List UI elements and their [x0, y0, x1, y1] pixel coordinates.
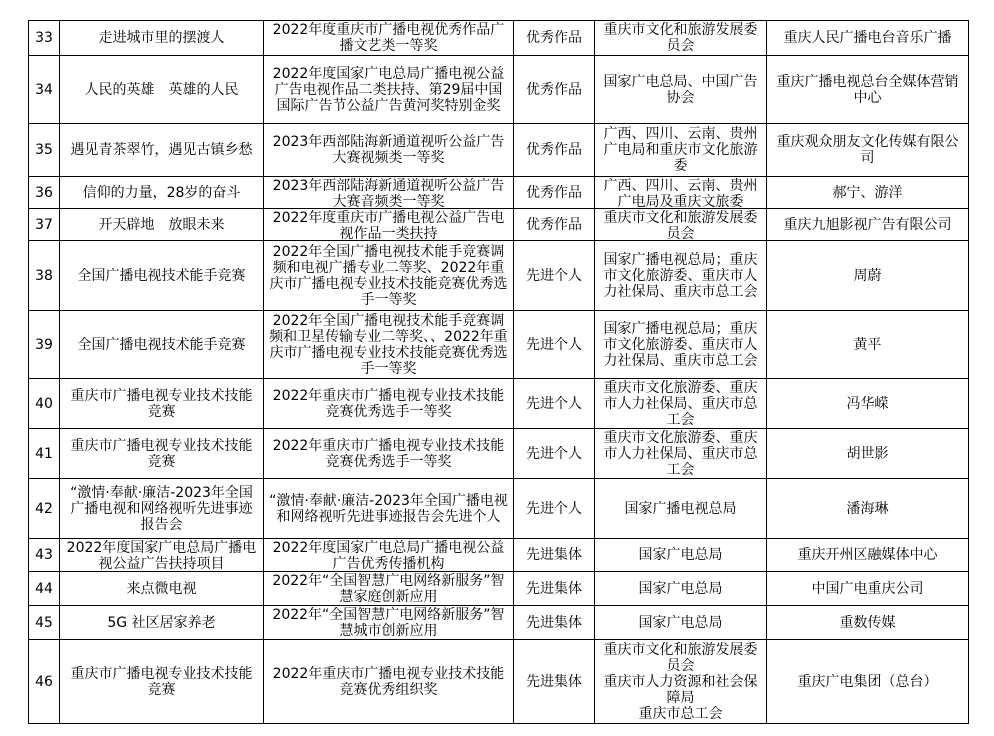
issuer-cell-text: 国家广电总局 — [638, 547, 723, 563]
recipient-cell-text: 冯华嵘 — [846, 395, 889, 412]
award-cell-text: 2022年重庆市广播电视专业技术技能竞赛优秀组织奖 — [272, 665, 505, 698]
row-number-cell-text: 38 — [35, 267, 53, 284]
issuer-cell-text: 国家广电总局、中国广告协会 — [603, 73, 758, 106]
category-cell — [514, 479, 595, 539]
category-cell-text: 先进个人 — [526, 445, 582, 462]
awards-table-body — [29, 21, 969, 724]
table-row — [29, 572, 969, 606]
category-cell-text: 先进集体 — [526, 614, 582, 631]
item-title-cell-text: 信仰的力量，28岁的奋斗 — [82, 184, 241, 201]
table-row — [29, 56, 969, 124]
issuer-cell — [595, 21, 767, 56]
issuer-cell — [595, 124, 767, 177]
issuer-cell — [595, 209, 767, 241]
row-number-cell — [29, 177, 60, 209]
row-number-cell-text: 46 — [35, 673, 53, 690]
award-cell-text: “激情·奉献·廉洁-2023年全国广播电视和网络视听先进事迹报告会先进个人 — [269, 492, 508, 525]
issuer-cell — [595, 606, 767, 640]
recipient-cell-text: 重庆广播电视总台全媒体营销中心 — [776, 73, 959, 106]
recipient-cell — [767, 177, 969, 209]
recipient-cell-text: 重庆观众朋友文化传媒有限公司 — [776, 134, 959, 166]
row-number-cell — [29, 539, 60, 572]
recipient-cell — [767, 479, 969, 539]
category-cell-text: 优秀作品 — [526, 81, 582, 98]
item-title-cell-text: 走进城市里的摆渡人 — [98, 30, 225, 46]
award-cell-text: 2022年“全国智慧广电网络新服务”智慧城市创新应用 — [272, 606, 505, 639]
table-row — [29, 606, 969, 640]
category-cell — [514, 311, 595, 379]
table-row — [29, 379, 969, 429]
recipient-cell-text: 郝宁、游洋 — [832, 184, 903, 201]
issuer-cell — [595, 640, 767, 724]
recipient-cell-text: 潘海琳 — [846, 500, 889, 517]
category-cell — [514, 241, 595, 311]
award-cell — [264, 479, 514, 539]
row-number-cell-text: 35 — [35, 142, 53, 158]
item-title-cell — [60, 539, 264, 572]
item-title-cell-text: 2022年度国家广电总局广播电视公益广告扶持项目 — [66, 539, 257, 571]
row-number-cell — [29, 606, 60, 640]
award-cell-text: 2023年西部陆海新通道视听公益广告大赛音频类一等奖 — [272, 177, 505, 208]
recipient-cell-text: 胡世影 — [846, 445, 889, 462]
award-cell-text: 2022年度重庆市广播电视优秀作品广播文艺类一等奖 — [272, 22, 505, 54]
category-cell-text: 优秀作品 — [526, 30, 582, 46]
award-cell-text: 2022年度国家广电总局广播电视公益广告电视作品二类扶持、第29届中国国际广告节公益广告黄河奖特别金奖 — [272, 65, 505, 114]
issuer-cell-text: 国家广播电视总局；重庆市文化旅游委、重庆市人力社保局、重庆市总工会 — [603, 320, 758, 369]
table-row — [29, 209, 969, 241]
category-cell — [514, 21, 595, 56]
issuer-cell — [595, 379, 767, 429]
recipient-cell — [767, 539, 969, 572]
row-number-cell — [29, 21, 60, 56]
row-number-cell — [29, 379, 60, 429]
award-cell-text: 2023年西部陆海新通道视听公益广告大赛视频类一等奖 — [272, 134, 505, 166]
table-row — [29, 177, 969, 209]
table-row — [29, 429, 969, 479]
category-cell-text: 优秀作品 — [526, 184, 582, 201]
item-title-cell — [60, 21, 264, 56]
award-cell — [264, 241, 514, 311]
item-title-cell — [60, 56, 264, 124]
award-cell — [264, 124, 514, 177]
recipient-cell — [767, 640, 969, 724]
issuer-cell-text: 国家广电总局 — [638, 614, 723, 631]
row-number-cell-text: 45 — [35, 614, 53, 631]
recipient-cell-text: 重庆开州区融媒体中心 — [797, 547, 938, 563]
item-title-cell — [60, 311, 264, 379]
award-cell — [264, 56, 514, 124]
item-title-cell — [60, 124, 264, 177]
category-cell — [514, 429, 595, 479]
award-cell — [264, 640, 514, 724]
item-title-cell-text: 重庆市广播电视专业技术技能竞赛 — [70, 665, 253, 698]
issuer-cell — [595, 177, 767, 209]
item-title-cell — [60, 241, 264, 311]
recipient-cell — [767, 21, 969, 56]
category-cell — [514, 640, 595, 724]
item-title-cell-text: 人民的英雄 英雄的人民 — [84, 81, 239, 98]
row-number-cell — [29, 640, 60, 724]
issuer-cell-text: 重庆市文化旅游委、重庆市人力社保局、重庆市总工会 — [603, 379, 758, 428]
recipient-cell — [767, 311, 969, 379]
item-title-cell-text: “激情·奉献·廉洁-2023年全国广播电视和网络视听先进事迹报告会 — [70, 484, 253, 533]
issuer-cell — [595, 56, 767, 124]
item-title-cell — [60, 572, 264, 606]
row-number-cell — [29, 311, 60, 379]
table-row — [29, 21, 969, 56]
table-row — [29, 311, 969, 379]
category-cell-text: 先进个人 — [526, 395, 582, 412]
recipient-cell — [767, 209, 969, 241]
category-cell — [514, 606, 595, 640]
category-cell-text: 先进集体 — [526, 580, 582, 597]
award-cell-text: 2022年“全国智慧广电网络新服务”智慧家庭创新应用 — [272, 572, 505, 605]
award-cell — [264, 429, 514, 479]
item-title-cell — [60, 479, 264, 539]
row-number-cell-text: 42 — [35, 500, 53, 517]
recipient-cell-text: 中国广电重庆公司 — [811, 580, 924, 597]
award-cell-text: 2022年全国广播电视技术能手竞赛调频和电视广播专业二等奖、2022年重庆市广播电视专业技术技能竞赛优秀选手一等奖 — [269, 243, 508, 308]
issuer-cell-text: 重庆市文化和旅游发展委员会 — [603, 209, 758, 240]
award-cell — [264, 209, 514, 241]
item-title-cell-text: 全国广播电视技术能手竞赛 — [77, 336, 246, 353]
item-title-cell-text: 遇见青茶翠竹，遇见古镇乡愁 — [70, 142, 253, 158]
item-title-cell-text: 全国广播电视技术能手竞赛 — [77, 267, 246, 284]
item-title-cell-text: 来点微电视 — [126, 580, 197, 597]
category-cell — [514, 124, 595, 177]
category-cell-text: 先进个人 — [526, 500, 582, 517]
issuer-cell-text: 广西、四川、云南、贵州广电局和重庆市文化旅游委 — [603, 126, 758, 174]
row-number-cell-text: 34 — [35, 81, 53, 98]
issuer-cell-text: 国家广播电视总局 — [624, 500, 737, 517]
row-number-cell-text: 39 — [35, 336, 53, 353]
issuer-cell-text: 重庆市文化旅游委、重庆市人力社保局、重庆市总工会 — [603, 429, 758, 478]
issuer-cell-text: 广西、四川、云南、贵州广电局及重庆文旅委 — [603, 177, 758, 208]
row-number-cell — [29, 572, 60, 606]
issuer-cell-text: 重庆市文化和旅游发展委员会 重庆市人力资源和社会保障局 重庆市总工会 — [603, 641, 758, 722]
recipient-cell — [767, 56, 969, 124]
issuer-cell — [595, 572, 767, 606]
row-number-cell — [29, 241, 60, 311]
recipient-cell — [767, 124, 969, 177]
issuer-cell — [595, 429, 767, 479]
award-cell-text: 2022年度重庆市广播电视公益广告电视作品一类扶持 — [272, 209, 505, 240]
row-number-cell-text: 33 — [35, 30, 53, 46]
award-cell-text: 2022年全国广播电视技术能手竞赛调频和卫星传输专业二等奖、、2022年重庆市广播电视专业技术技能竞赛优秀选手一等奖 — [269, 312, 508, 377]
recipient-cell-text: 重庆人民广播电台音乐广播 — [783, 30, 952, 46]
recipient-cell-text: 重庆广电集团（总台） — [797, 673, 938, 690]
award-cell-text: 2022年度国家广电总局广播电视公益广告优秀传播机构 — [272, 539, 505, 571]
issuer-cell — [595, 539, 767, 572]
row-number-cell — [29, 56, 60, 124]
item-title-cell-text: 5G 社区居家养老 — [107, 614, 216, 631]
category-cell — [514, 572, 595, 606]
category-cell-text: 先进集体 — [526, 673, 582, 690]
table-row — [29, 241, 969, 311]
row-number-cell-text: 41 — [35, 445, 53, 462]
recipient-cell-text: 周蔚 — [853, 267, 882, 284]
row-number-cell-text: 36 — [35, 184, 53, 201]
category-cell — [514, 539, 595, 572]
award-cell — [264, 379, 514, 429]
category-cell-text: 先进个人 — [526, 267, 582, 284]
recipient-cell-text: 重数传媒 — [839, 614, 896, 631]
award-cell — [264, 311, 514, 379]
award-cell — [264, 572, 514, 606]
recipient-cell — [767, 572, 969, 606]
award-cell-text: 2022年重庆市广播电视专业技术技能竞赛优秀选手一等奖 — [272, 387, 505, 420]
category-cell-text: 优秀作品 — [526, 216, 582, 233]
item-title-cell — [60, 640, 264, 724]
item-title-cell — [60, 209, 264, 241]
row-number-cell-text: 37 — [35, 216, 53, 233]
item-title-cell-text: 重庆市广播电视专业技术技能竞赛 — [70, 387, 253, 420]
issuer-cell-text: 国家广播电视总局；重庆市文化旅游委、重庆市人力社保局、重庆市总工会 — [603, 251, 758, 300]
award-cell — [264, 539, 514, 572]
issuer-cell-text: 国家广电总局 — [638, 580, 723, 597]
row-number-cell — [29, 209, 60, 241]
item-title-cell-text: 开天辟地 放眼未来 — [98, 216, 225, 233]
category-cell-text: 先进个人 — [526, 336, 582, 353]
item-title-cell — [60, 177, 264, 209]
table-row — [29, 640, 969, 724]
row-number-cell — [29, 429, 60, 479]
table-row — [29, 539, 969, 572]
table-row — [29, 124, 969, 177]
recipient-cell-text: 黄平 — [853, 336, 882, 353]
category-cell — [514, 56, 595, 124]
recipient-cell — [767, 241, 969, 311]
row-number-cell-text: 40 — [35, 395, 53, 412]
category-cell — [514, 379, 595, 429]
issuer-cell-text: 重庆市文化和旅游发展委员会 — [603, 22, 758, 54]
category-cell-text: 优秀作品 — [526, 142, 582, 158]
recipient-cell — [767, 429, 969, 479]
award-cell — [264, 177, 514, 209]
recipient-cell-text: 重庆九旭影视广告有限公司 — [783, 216, 952, 233]
awards-table — [28, 20, 969, 724]
row-number-cell — [29, 479, 60, 539]
table-row — [29, 479, 969, 539]
award-cell-text: 2022年重庆市广播电视专业技术技能竞赛优秀选手一等奖 — [272, 437, 505, 470]
item-title-cell-text: 重庆市广播电视专业技术技能竞赛 — [70, 437, 253, 470]
issuer-cell — [595, 311, 767, 379]
item-title-cell — [60, 606, 264, 640]
issuer-cell — [595, 241, 767, 311]
category-cell — [514, 209, 595, 241]
category-cell — [514, 177, 595, 209]
category-cell-text: 先进集体 — [526, 547, 582, 563]
row-number-cell-text: 44 — [35, 580, 53, 597]
item-title-cell — [60, 429, 264, 479]
issuer-cell — [595, 479, 767, 539]
item-title-cell — [60, 379, 264, 429]
row-number-cell-text: 43 — [35, 547, 53, 563]
row-number-cell — [29, 124, 60, 177]
recipient-cell — [767, 379, 969, 429]
recipient-cell — [767, 606, 969, 640]
award-cell — [264, 21, 514, 56]
award-cell — [264, 606, 514, 640]
